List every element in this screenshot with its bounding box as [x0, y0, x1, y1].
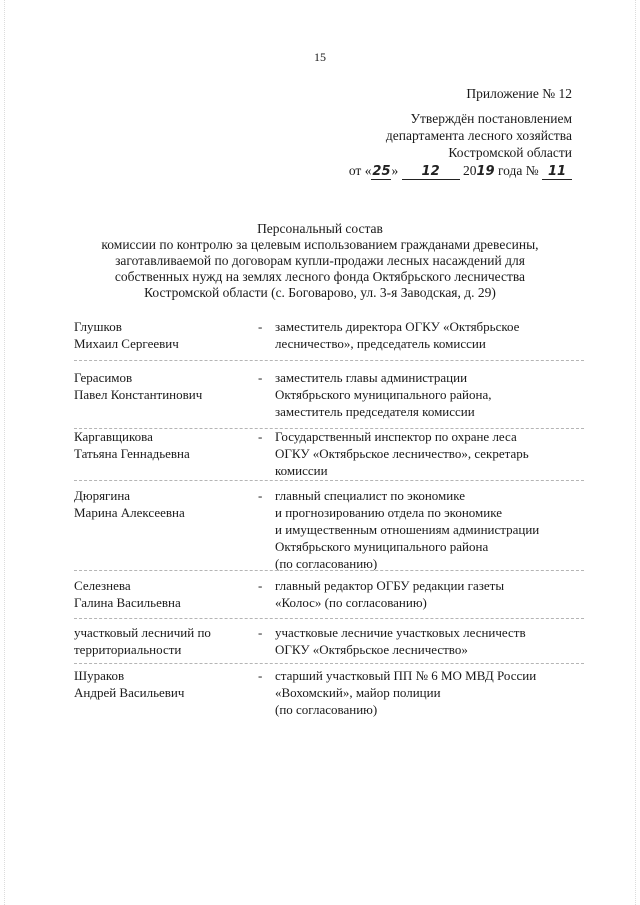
member-role: главный редактор ОГБУ редакции газеты «Колос» (по согласованию): [275, 578, 505, 610]
row-divider: [74, 570, 584, 571]
member-name: Шураков Андрей Васильевич: [74, 668, 185, 700]
dash-separator: -: [258, 578, 263, 593]
dash-separator: -: [258, 429, 263, 444]
approval-line: Утверждён постановлением: [410, 111, 572, 126]
scan-edge-right: [635, 0, 636, 905]
date-month: 12: [402, 165, 460, 180]
member-role: заместитель директора ОГКУ «Октябрьское лесничество», председатель комиссии: [275, 319, 520, 351]
row-divider: [74, 480, 584, 481]
member-name: Герасимов Павел Константинович: [74, 370, 203, 402]
approval-date-line: [349, 163, 572, 180]
scan-edge-left: [4, 0, 5, 905]
date-prefix: от «: [348, 163, 372, 178]
title-line: комиссии по контролю за целевым использованием гражданами древесины,: [101, 237, 539, 252]
member-role: главный специалист по экономике и прогнозированию отдела по экономике и имущественным отношениям администрации Октябрьского муниципального района (по согласованию): [275, 488, 540, 571]
dash-separator: -: [258, 625, 263, 640]
member-name: Глушков Михаил Сергеевич: [74, 319, 179, 351]
dash-separator: -: [258, 319, 263, 334]
date-mid: »: [391, 163, 399, 178]
member-name: Каргавщикова Татьяна Геннадьевна: [74, 429, 190, 461]
appendix-label: Приложение № 12: [466, 86, 572, 101]
member-role: участковые лесничие участковых лесничеств ОГКУ «Октябрьское лесничество»: [275, 625, 526, 657]
title-line: собственных нужд на землях лесного фонда Октябрьского лесничества: [114, 269, 526, 284]
page-number: 15: [314, 50, 326, 64]
approval-line: Костромской области: [448, 145, 572, 160]
dash-separator: -: [258, 488, 263, 503]
document-title: [60, 221, 580, 301]
title-line: Костромской области (с. Боговарово, ул. 3-я Заводская, д. 29): [144, 285, 496, 300]
date-year-prefix: 20: [462, 163, 477, 178]
approval-block: [386, 110, 572, 161]
approval-line: департамента лесного хозяйства: [385, 128, 572, 143]
title-heading: Персональный состав: [257, 221, 383, 236]
member-name: Селезнева Галина Васильевна: [74, 578, 181, 610]
row-divider: [74, 618, 584, 619]
member-name: участковый лесничий по территориальности: [74, 625, 211, 657]
decree-number: 11: [542, 165, 572, 180]
date-day: 25: [372, 164, 391, 179]
member-name: Дюрягина Марина Алексеевна: [74, 488, 185, 520]
dash-separator: -: [258, 370, 263, 385]
date-year-word: года №: [494, 163, 539, 178]
member-role: старший участковый ПП № 6 МО МВД России «Вохомский», майор полиции (по согласованию): [275, 668, 537, 717]
member-role: заместитель главы администрации Октябрьского муниципального района, заместитель председателя комиссии: [275, 370, 492, 419]
row-divider: [74, 663, 584, 664]
title-line: заготавливаемой по договорам купли-продажи лесных насаждений для: [115, 253, 525, 268]
member-role: Государственный инспектор по охране леса ОГКУ «Октябрьское лесничество», секретарь комиссии: [275, 429, 529, 478]
dash-separator: -: [258, 668, 263, 683]
row-divider: [74, 360, 584, 361]
date-year-suffix: 19: [476, 164, 495, 179]
